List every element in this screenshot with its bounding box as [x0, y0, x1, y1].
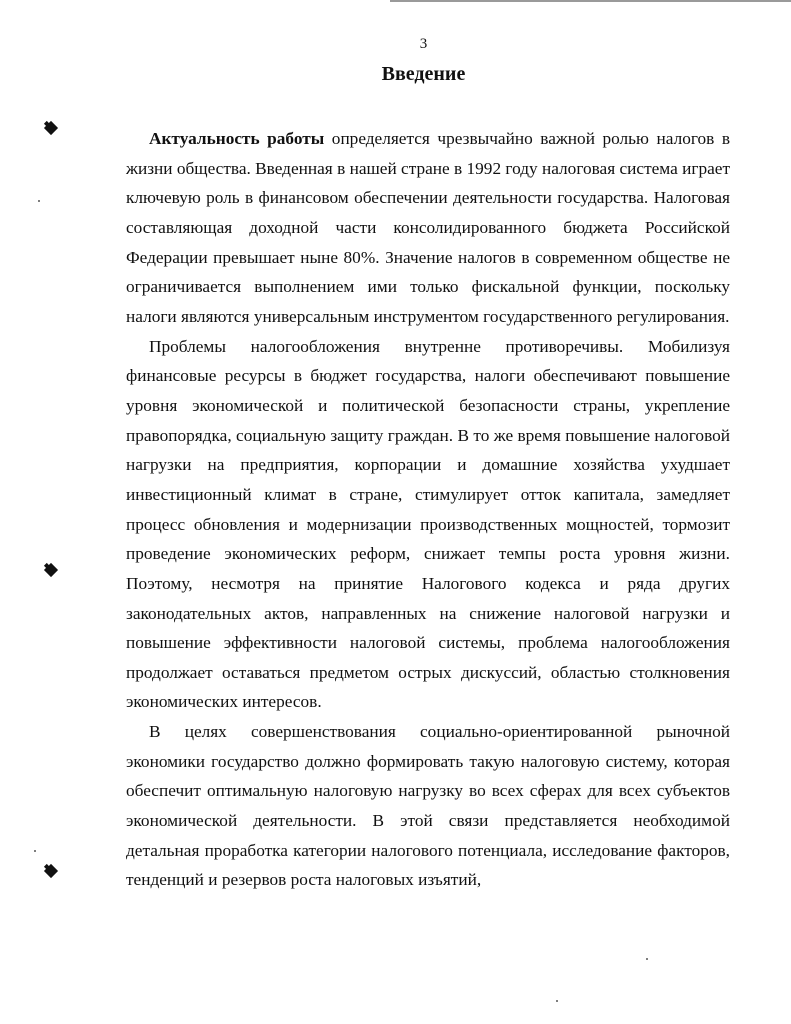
scan-speck — [38, 200, 40, 202]
scan-top-border — [390, 0, 791, 2]
binding-hole-mark-middle — [44, 563, 58, 577]
paragraph-text: В целях совершенствования социально-ориентированной рыночной экономики государство должно формировать такую налоговую систему, которая обеспечит оптимальную налоговую нагрузку во всех сферах для всех субъектов экономической деятельности. В этой связи представляется необходимой детальная проработка категории налогового потенциала, исследование факторов, тенденций и резервов роста налоговых изъятий, — [126, 722, 730, 890]
page-title: Введение — [381, 63, 466, 85]
paragraph-taxation-problems — [126, 332, 730, 718]
paragraph-lead-bold: Актуальность работы — [149, 129, 325, 148]
page-number: 3 — [419, 36, 428, 52]
document-body — [126, 124, 730, 895]
scan-speck — [34, 850, 36, 852]
paragraph-improvement-goals — [126, 717, 730, 895]
paragraph-text: Проблемы налогообложения внутренне противоречивы. Мобилизуя финансовые ресурсы в бюджет государства, налоги обеспечивают повышение уровня экономической и политической безопасности страны, укрепление правопорядка, социальную защиту граждан. В то же время повышение налоговой нагрузки на предприятия, корпорации и домашние хозяйства ухудшает инвестиционный климат в стране, стимулирует отток капитала, замедляет процесс обновления и модернизации производственных мощностей, тормозит проведение экономических реформ, снижает темпы роста уровня жизни. Поэтому, несмотря на принятие Налогового кодекса и ряда других законодательных актов, направленных на снижение налоговой нагрузки и повышение эффективности налоговой системы, проблема налогообложения продолжает оставаться предметом острых дискуссий, областью столкновения экономических интересов. — [126, 336, 730, 712]
paragraph-relevance — [126, 124, 730, 332]
scan-speck — [556, 1000, 558, 1002]
scan-speck — [646, 958, 648, 960]
paragraph-text: определяется чрезвычайно важной ролью налогов в жизни общества. Введенная в нашей стране в 1992 году налоговая система играет ключевую роль в финансовом обеспечении деятельности государства. Налоговая составляющая доходной части консолидированного бюджета Российской Федерации превышает ныне 80%. Значение налогов в современном обществе не ограничивается выполнением ими только фискальной функции, поскольку налоги являются универсальным инструментом государственного регулирования. — [126, 129, 731, 326]
binding-hole-mark-top — [44, 121, 58, 135]
binding-hole-mark-bottom — [44, 864, 58, 878]
